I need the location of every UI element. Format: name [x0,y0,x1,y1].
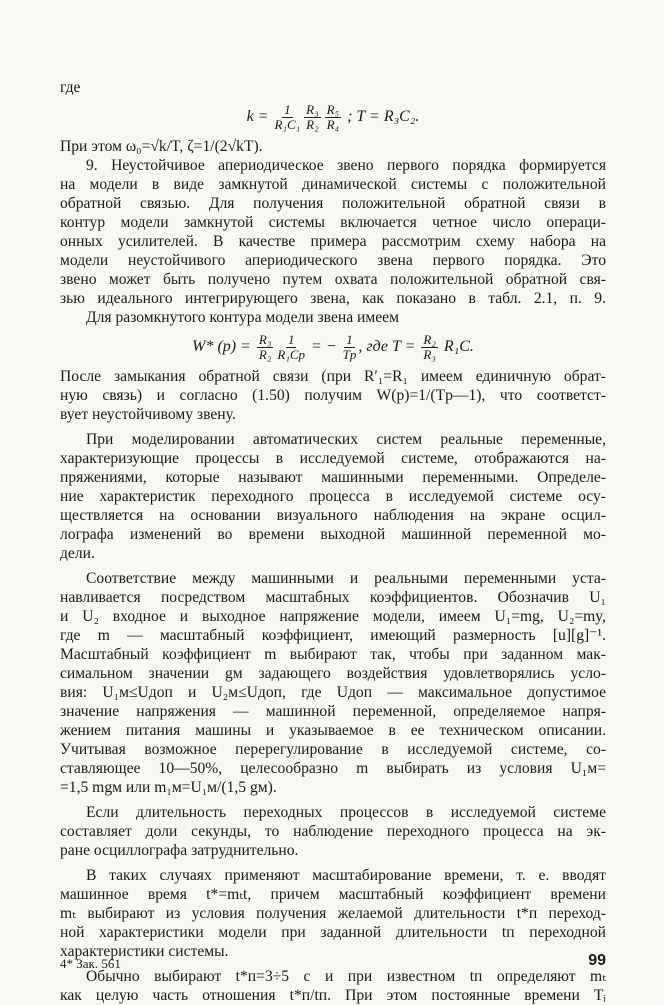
text-line: ной характеристики модели при заданной длительности tп переходной [60,924,606,941]
text-line: звено может быть получено путем охвата положительной обратной свя- [60,271,606,288]
text-line: 9. Неустойчивое апериодическое звено первого порядка формируется [86,157,606,174]
text-line: При этом ω₀=√k/T, ζ=1/(2√kT). [60,138,263,155]
fraction: $\frac{\text{R₂}}{\text{R₃}}$ [423,331,436,362]
text-line: =1,5 mgм или m₁м=U₁м/(1,5 gм). [60,779,277,796]
text-line: где [60,79,81,96]
text-line: ществляется на основании визуального наблюдения на экране осцил- [60,507,606,524]
text-line: Учитывая возможное перерегулирование в исследуемой системе, со- [60,741,606,758]
text-line: лографа изменений во времени выходной машинной переменной мо- [60,526,606,543]
formula-text: R₁C. [443,338,474,355]
text-line: пряжениями, которые называют машинными переменными. Определе- [60,469,606,486]
formula-text: k = [246,108,269,125]
formula-text: , где T = [358,338,416,355]
text-line: вия: U₁м≤Uдоп и U₂м≤Uдоп, где Uдоп — максимальное допустимое [60,684,606,701]
text-line: на модели в виде замкнутой динамической системы с положительной [60,176,606,193]
text-line: составляет доли секунды, то наблюдение переходного процесса на эк- [60,823,606,840]
text-line: контур модели замкнутой системы включается четное число операци- [60,214,606,231]
formula-w [60,327,606,367]
print-signature: 4* Зак. 561 [60,956,121,971]
fraction: $\frac{\text{R₃}}{\text{R₂}}$ [258,331,272,362]
text-line: и U₂ входное и выходное напряжение модели, имеем U₁=mg, U₂=my, [60,608,606,625]
text-line: обратной связью. Для получения положительной обратной связи в [60,195,606,212]
text-line: где m — масштабный коэффициент, имеющий размерность [u][g]⁻¹. [60,627,606,644]
text-line: симальном значении gм задающего воздействия удовлетворялись усло- [60,665,606,682]
text-line: характеристики системы. [60,943,229,960]
text-line: зью идеального интегрирующего звена, как показано в табл. 2.1, п. 9. [60,290,606,307]
page-body [60,78,606,1005]
fraction: $\frac{1}{\text{R₁Cp}}$ [277,331,306,362]
text-line: машинное время t*=mₜt, причем масштабный коэффициент времени [60,886,606,903]
text-line: ние характеристик переходного процесса в исследуемой системе осу- [60,488,606,505]
text-line: вует неустойчивому звену. [60,406,236,423]
formula-text: ; T = R₃C₂. [347,108,420,125]
text-line: Масштабный коэффициент m выбирают так, чтобы при заданном мак- [60,646,606,663]
formula-text: W* (p) = [192,338,251,355]
text-line: Обычно выбирают t*п=3÷5 с и при известном tп определяют mₜ [86,968,606,985]
text-line: После замыкания обратной связи (при R′₁=R₁ имеем единичную обрат- [60,368,606,385]
text-line: модели неустойчивого апериодического звена первого порядка. Это [60,252,606,269]
fraction: $\frac{\text{R₃}}{\text{R₂}}$ [306,101,319,132]
text-line: В таких случаях применяют масштабирование времени, т. е. вводят [86,867,606,884]
page-number: 99 [588,952,606,969]
text-line: навливается посредством масштабных коэффициентов. Обозначив U₁ [60,589,606,606]
text-line: ную связь) и согласно (1.50) получим W(p)=1/(Tp—1), что соответст- [60,387,606,404]
text-line: дели. [60,545,95,562]
formula-text: = − [311,338,337,355]
text-line: ране осциллографа затруднительно. [60,842,299,859]
text-line: онных усилителей. В качестве примера рассмотрим схему набора на [60,233,606,250]
fraction: $\frac{1}{Tp}$ [342,331,357,362]
text-line: mₜ выбирают из условия получения желаемой длительности t*п переход- [60,905,606,922]
text-line: жением питания машины и указываемое в ее техническом описании. [60,722,606,739]
text-line: ставляющее 10—50%, целесообразно m выбирать из условия U₁м= [60,760,606,777]
fraction: $\frac{1}{\text{R₁C₁}}$ [274,101,301,132]
text-line: Для разомкнутого контура модели звена имеем [86,309,399,326]
text-line: Если длительность переходных процессов в исследуемой системе [86,804,606,821]
text-line: характеризующие процессы в исследуемой системе, отображаются на- [60,450,606,467]
text-line: как целую часть отношения t*п/tп. При этом постоянные времени Tᵢ [60,987,606,1004]
text-line: значение напряжения — машинной переменной, определяемое напря- [60,703,606,720]
fraction: $\frac{\text{R₅}}{\text{R₄}}$ [326,101,340,132]
text-line: При моделировании автоматических систем реальные переменные, [86,431,606,448]
formula-k [60,97,606,137]
text-line: Соответствие между машинными и реальными переменными уста- [86,570,606,587]
